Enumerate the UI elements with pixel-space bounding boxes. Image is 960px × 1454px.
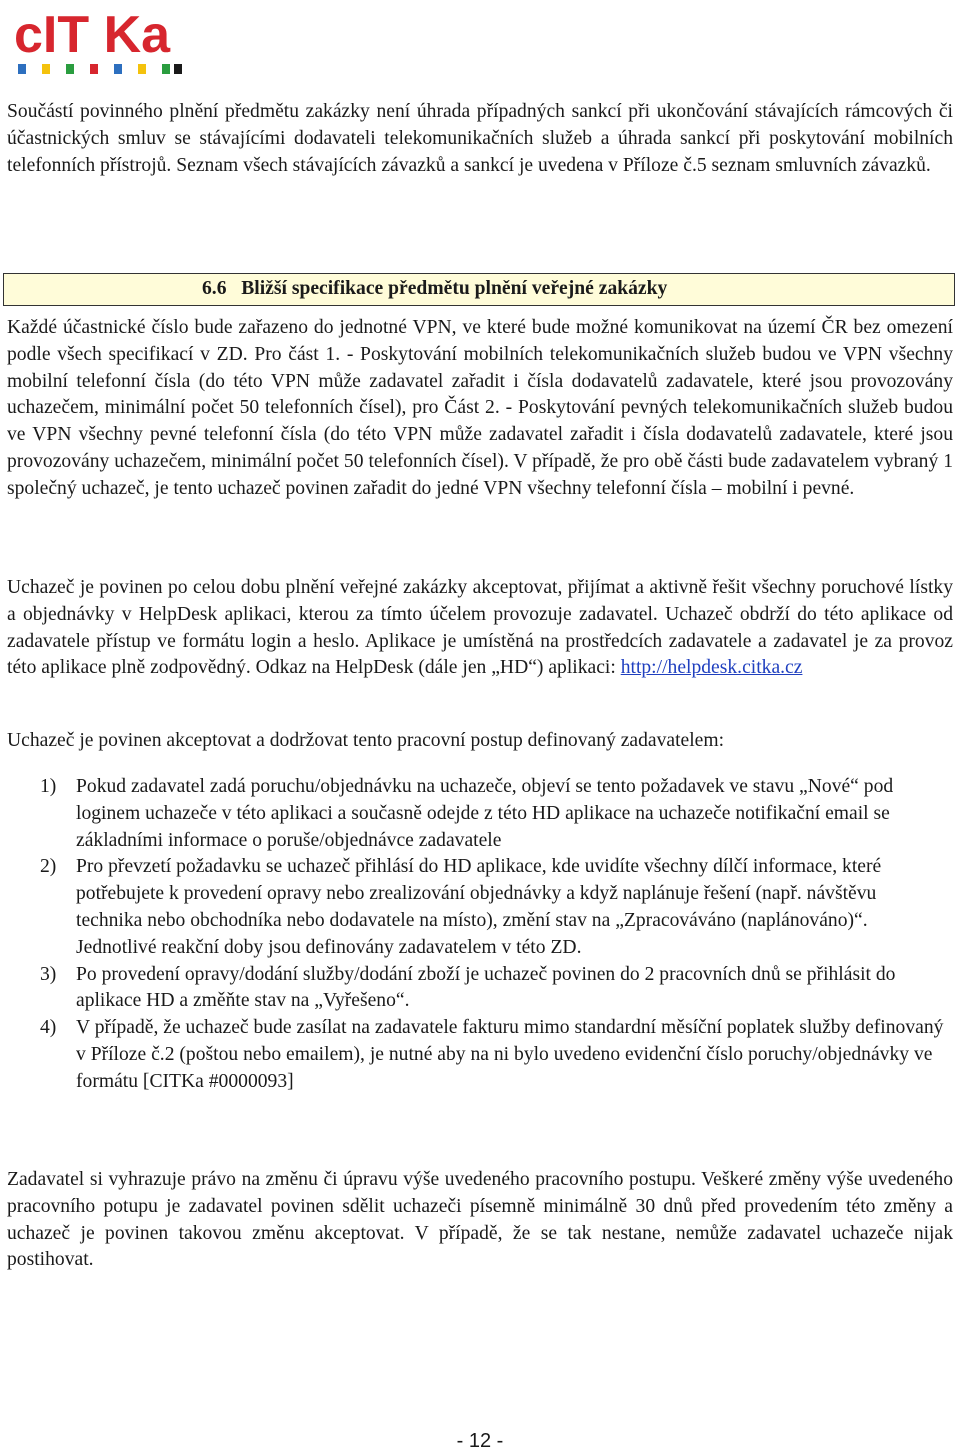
section-heading [3, 273, 955, 306]
list-item [0, 962, 960, 1016]
step-text: Pro převzetí požadavku se uchazeč přihlásí do HD aplikace, kde uvidíte všechny dílčí informace, které potřebujete k provedení opravy nebo zrealizování objednávky a když naplánuje řešení (např. návštěvu technika nebo obchodníka nebo dodavatele na místo), změní stav na „Zpracováváno (naplánováno)“. Jednotlivé reakční doby jsou definovány zadavatelem v této ZD. [76, 856, 882, 958]
step-text: Pokud zadavatel zadá poruchu/objednávku na uchazeče, objeví se tento požadavek ve stavu „Nové“ pod loginem uchazeče v této aplikaci a současně odejde z této HD aplikace na uchazeče notifikační email se základními informace o poruše/objednávce zadavatele [76, 776, 894, 851]
logo-text: cIT Ka [14, 6, 171, 64]
paragraph-helpdesk [7, 575, 953, 682]
step-number: 4) [40, 1017, 57, 1039]
page-number: - 12 - [456, 1430, 504, 1452]
list-item [0, 854, 960, 961]
paragraph-sanctions: Součástí povinného plnění předmětu zakázky není úhrada případných sankcí při ukončování stávajících rámcových či účastnických smluv se stávajícími dodavateli telekomunikačních služeb a úhrada sankcí při poskytování mobilních telefonních přístrojů. Seznam všech stávajících závazků a sankcí je uvedena v Příloze č.5 seznam smluvních závazků. [7, 101, 953, 176]
paragraph-changes: Zadavatel si vyhrazuje právo na změnu či úpravu výše uvedeného pracovního postupu. Veškeré změny výše uvedeného pracovního potupu je zadavatel povinen sdělit uchazeči písemně minimálně 30 dnů před provedením této změny a uchazeč je povinen takovou změnu akceptovat. V případě, že se tak nestane, nemůže zadavatel uchazeče nijak postihovat. [7, 1169, 953, 1271]
step-number: 1) [40, 776, 57, 797]
procedure-steps [0, 774, 960, 1096]
helpdesk-text: Uchazeč je povinen po celou dobu plnění veřejné zakázky akceptovat, přijímat a aktivně řešit všechny poruchové lístky a objednávky v HelpDesk aplikaci, kterou za tímto účelem provozuje zadavatel. Uchazeč obdrží do této aplikace od zadavatele přístup ve formátu login a heslo. Aplikace je umístěná na prostředcích zadavatele a zadavatel je za provoz této aplikace plně zodpovědný. Odkaz na HelpDesk (dále jen „HD“) aplikaci: [7, 577, 953, 679]
paragraph-vpn: Každé účastnické číslo bude zařazeno do jednotné VPN, ve které bude možné komunikovat na území ČR bez omezení podle všech specifikací v ZD. Pro část 1. - Poskytování mobilních telekomunikačních služeb budou ve VPN všechny mobilní telefonní čísla (do této VPN může zadavatel zařadit i čísla dodavatelů zadavatele, které jsou provozovány uchazečem, minimální počet 50 telefonních čísel), pro Část 2. - Poskytování pevných telekomunikačních služeb budou ve VPN všechny pevné telefonní čísla (do této VPN může zadavatel zařadit i čísla dodavatelů zadavatele, které jsou provozovány uchazečem, minimální počet 50 telefonních čísel). V případě, že pro obě části bude zadavatelem vybraný 1 společný uchazeč, je tento uchazeč povinen zařadit do jedné VPN všechny telefonní čísla – mobilní i pevné. [7, 317, 953, 499]
step-number: 3) [40, 963, 57, 985]
list-item [0, 1015, 960, 1095]
step-number: 2) [40, 856, 57, 878]
company-logo [14, 6, 184, 78]
step-text: Po provedení opravy/dodání služby/dodání zboží je uchazeč povinen do 2 pracovních dnů se přihlásit do aplikace HD a změňte stav na „Vyřešeno“. [76, 963, 896, 1012]
list-item [0, 774, 960, 854]
paragraph-procedure-intro: Uchazeč je povinen akceptovat a dodržovat tento pracovní postup definovaný zadavatelem: [7, 730, 725, 751]
section-title: Bližší specifikace předmětu plnění veřejné zakázky [241, 278, 668, 299]
step-text: V případě, že uchazeč bude zasílat na zadavatele fakturu mimo standardní měsíční poplatek služby definovaný v Příloze č.2 (poštou nebo emailem), je nutné aby na ni bylo uvedeno evidenční číslo poruchy/objednávky ve formátu [CITKa #0000093] [76, 1017, 944, 1092]
helpdesk-link[interactable]: http://helpdesk.citka.cz [620, 657, 803, 679]
section-number: 6.6 [202, 278, 227, 299]
logo-dots [18, 64, 182, 74]
